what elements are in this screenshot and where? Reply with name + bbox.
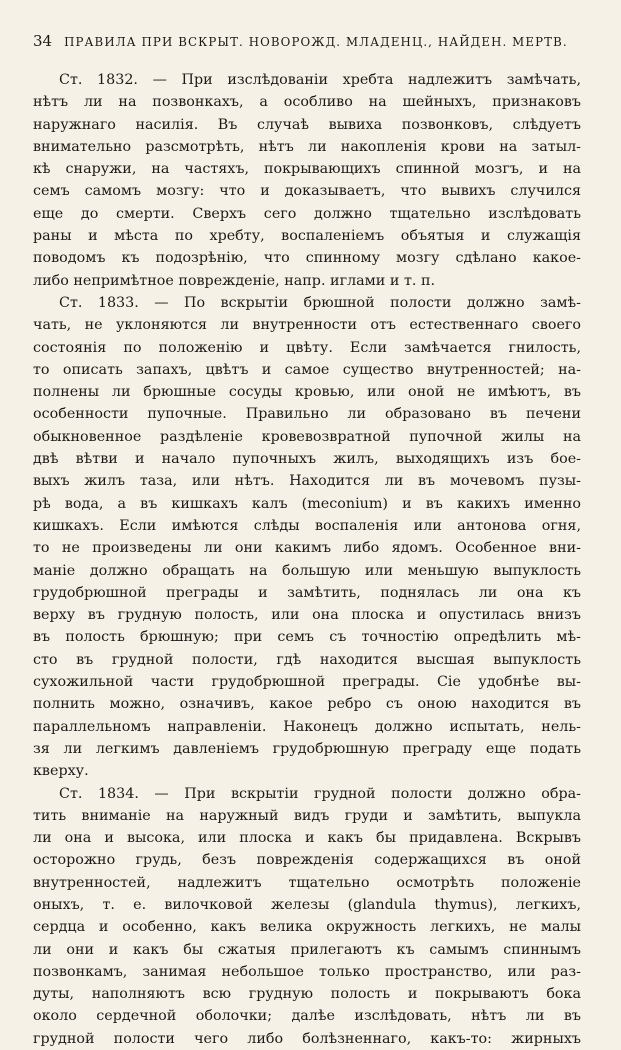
text-line: кверху. [33,760,581,782]
text-line: оныхъ, т. е. вилочковой железы (glandula thymus), легкихъ, [33,894,581,916]
text-line: особенности пупочные. Правильно ли образовано въ печени [33,403,581,425]
text-line: раны и мѣста по хребту, воспаленiемъ объятыя и служащiя [33,225,581,247]
text-line: состоянiя по положенiю и цвѣту. Если замѣчается гнилость, [33,337,581,359]
text-line: внутренностей, надлежитъ тщательно осмотрѣть положенiе [33,872,581,894]
page-body [33,69,581,1050]
text-line: внимательно разсмотрѣть, нѣтъ ли накопленiя крови на затыл- [33,136,581,158]
text-line: рѣ вода, а въ кишкахъ калъ (meconium) и въ какихъ именно [33,493,581,515]
text-line: Ст. 1833. — По вскрытiи брюшной полости должно замѣ- [33,292,581,314]
text-line: наружнаго насилiя. Въ случаѣ вывиха позвонковъ, слѣдуетъ [33,114,581,136]
text-line: сердца и особенно, какъ велика окружность легкихъ, не малы [33,916,581,938]
text-line: обыкновенное раздѣленiе кровевозвратной пупочной жилы на [33,426,581,448]
text-line: тить вниманiе на наружный видъ груди и замѣтить, выпукла [33,805,581,827]
text-line: либо непримѣтное повреждeнiе, напр. иглами и т. п. [33,270,581,292]
text-line: дуты, наполняютъ всю грудную полость и покрываютъ бока [33,983,581,1005]
text-line: ли они и какъ бы сжатыя прилегаютъ къ самымъ спиннымъ [33,939,581,961]
text-line: верху въ грудную полость, или она плоска и опустилась внизъ [33,604,581,626]
paragraph-article-1834 [33,783,581,1050]
running-title: ПРАВИЛА ПРИ ВСКРЫТ. НОВОРОЖД. МЛАДЕНЦ., НАЙДЕН. МЕРТВ. [64,35,568,49]
text-line: осторожно грудь, безъ повреждeнiя содержащихся въ оной [33,849,581,871]
text-line: полнить можно, означивъ, какое ребро съ оною находится въ [33,693,581,715]
text-line: Ст. 1834. — При вскрытiи грудной полости должно обра- [33,783,581,805]
text-line: кѣ снаружи, на частяхъ, покрывающихъ спинной мозгъ, и на [33,158,581,180]
text-line: то не произведены ли они какимъ либо ядомъ. Особенное вни- [33,537,581,559]
paragraph-article-1833 [33,292,581,783]
text-line: то описать запахъ, цвѣтъ и самое существо внутренностей; на- [33,359,581,381]
text-line: въ полость брюшную; при семъ съ точностiю опредѣлить мѣ- [33,626,581,648]
text-line: сто въ грудной полости, гдѣ находится высшая выпуклость [33,649,581,671]
text-line: манiе должно обращать на большую или меньшую выпуклость [33,560,581,582]
text-line: еще до смерти. Сверхъ сего должно тщательно изслѣдовать [33,203,581,225]
text-line: выхъ жилъ таза, или нѣтъ. Находится ли въ мочевомъ пузы- [33,470,581,492]
text-line: позвонкамъ, занимая небольшое только пространство, или раз- [33,961,581,983]
text-line: семъ самомъ мозгу: что и доказываетъ, что вывихъ случился [33,180,581,202]
text-line: около сердечной оболочки; далѣе изслѣдовать, нѣтъ ли въ [33,1005,581,1027]
text-line: поводомъ къ подозрѣнiю, что спинному мозгу сдѣлано какое- [33,247,581,269]
text-line: грудной полости чего либо болѣзненнаго, какъ-то: жирныхъ [33,1028,581,1050]
text-line: нѣтъ ли на позвонкахъ, а особливо на шейныхъ, признаковъ [33,91,581,113]
text-line: грудобрюшной преграды и замѣтить, поднялась ли она къ [33,582,581,604]
text-line: зя ли легкимъ давленiемъ грудобрюшную преграду еще подать [33,738,581,760]
page-number: 34 [33,32,52,50]
text-line: сухожильной части грудобрюшной преграды. Сiе удобнѣе вы- [33,671,581,693]
paragraph-article-1832 [33,69,581,292]
text-line: чать, не уклоняются ли внутренности отъ естественнаго своего [33,314,581,336]
text-line: Ст. 1832. — При изслѣдованiи хребта надлежитъ замѣчать, [33,69,581,91]
text-line: ли она и высока, или плоска и какъ бы придавлена. Вскрывъ [33,827,581,849]
text-line: полнены ли брюшные сосуды кровью, или оной не имѣютъ, въ [33,381,581,403]
text-line: двѣ вѣтви и начало пупочныхъ жилъ, выходящихъ изъ бое- [33,448,581,470]
running-header [33,32,581,56]
text-line: кишкахъ. Если имѣются слѣды воспаленiя или антонова огня, [33,515,581,537]
text-line: параллельномъ направленiи. Наконецъ должно испытать, нель- [33,716,581,738]
